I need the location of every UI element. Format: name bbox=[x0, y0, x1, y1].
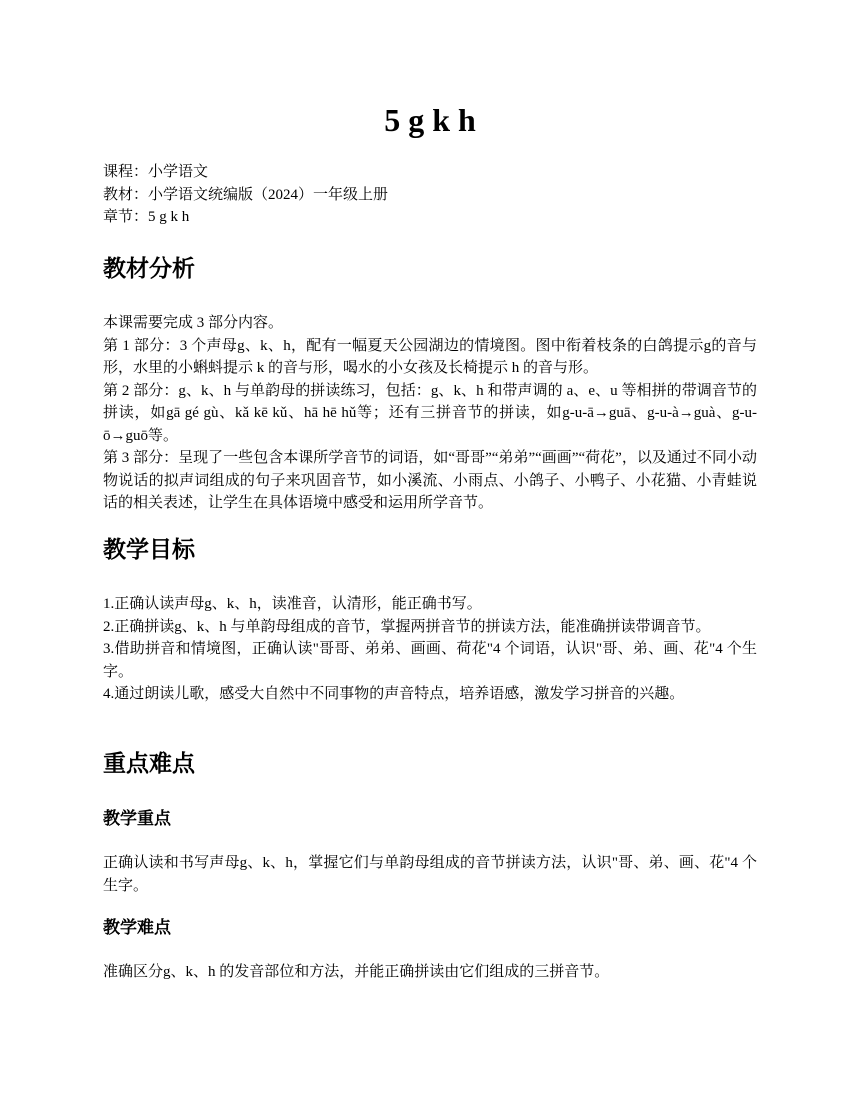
difficulty-text: 准确区分g、k、h 的发音部位和方法，并能正确拼读由它们组成的三拼音节。 bbox=[103, 964, 610, 980]
goals-heading: 教学目标 bbox=[103, 537, 195, 563]
document-title: 5 g k h bbox=[384, 102, 476, 138]
course-line: 课程：小学语文 bbox=[103, 164, 209, 180]
analysis-paragraph: 本课需要完成 3 部分内容。 bbox=[103, 315, 284, 331]
analysis-paragraph: 第 1 部分：3 个声母g、k、h，配有一幅夏天公园湖边的情境图。图中衔着枝条的白鸽提示g的音与形，水里的小蝌蚪提示 k 的音与形，喝水的小女孩及长椅提示 h 的音与形。 bbox=[103, 337, 757, 376]
keypoints-heading: 重点难点 bbox=[103, 751, 195, 777]
focus-heading: 教学重点 bbox=[103, 809, 171, 829]
analysis-heading: 教材分析 bbox=[103, 256, 195, 282]
goal-item: 4.通过朗读儿歌，感受大自然中不同事物的声音特点，培养语感，激发学习拼音的兴趣。 bbox=[103, 686, 685, 702]
chapter-line: 章节：5 g k h bbox=[103, 209, 190, 225]
analysis-paragraph: 第 3 部分：呈现了一些包含本课所学音节的词语，如“哥哥”“弟弟”“画画”“荷花”，以及通过不同小动物说话的拟声词组成的句子来巩固音节，如小溪流、小雨点、小鸽子、小鸭子、小花猫、小青蛙说话的相关表述，让学生在具体语境中感受和运用所学音节。 bbox=[103, 450, 757, 511]
goal-item: 1.正确认读声母g、k、h，读准音，认清形，能正确书写。 bbox=[103, 596, 482, 612]
goal-item: 2.正确拼读g、k、h 与单韵母组成的音节，掌握两拼音节的拼读方法，能准确拼读带调音节。 bbox=[103, 618, 711, 635]
focus-text: 正确认读和书写声母g、k、h，掌握它们与单韵母组成的音节拼读方法，认识"哥、弟、画、花"4 个生字。 bbox=[103, 855, 757, 894]
lesson-meta bbox=[103, 161, 388, 229]
goals-section bbox=[103, 593, 757, 706]
analysis-section bbox=[103, 312, 757, 515]
analysis-paragraph: 第 2 部分：g、k、h 与单韵母的拼读练习，包括：g、k、h 和带声调的 a、e、u 等相拼的带调音节的拼读，如gā gé gù、kǎ kē kǔ、hā hē hǔ等；还有三拼音节的拼读，如g-u-ā→guā、g-u-à→guà、g-u-ō→guō等。 bbox=[103, 382, 757, 444]
goal-item: 3.借助拼音和情境图，正确认读"哥哥、弟弟、画画、荷花"4 个词语，认识"哥、弟、画、花"4 个生字。 bbox=[103, 641, 757, 680]
difficulty-heading: 教学难点 bbox=[103, 918, 171, 938]
textbook-line: 教材：小学语文统编版（2024）一年级上册 bbox=[103, 186, 389, 203]
